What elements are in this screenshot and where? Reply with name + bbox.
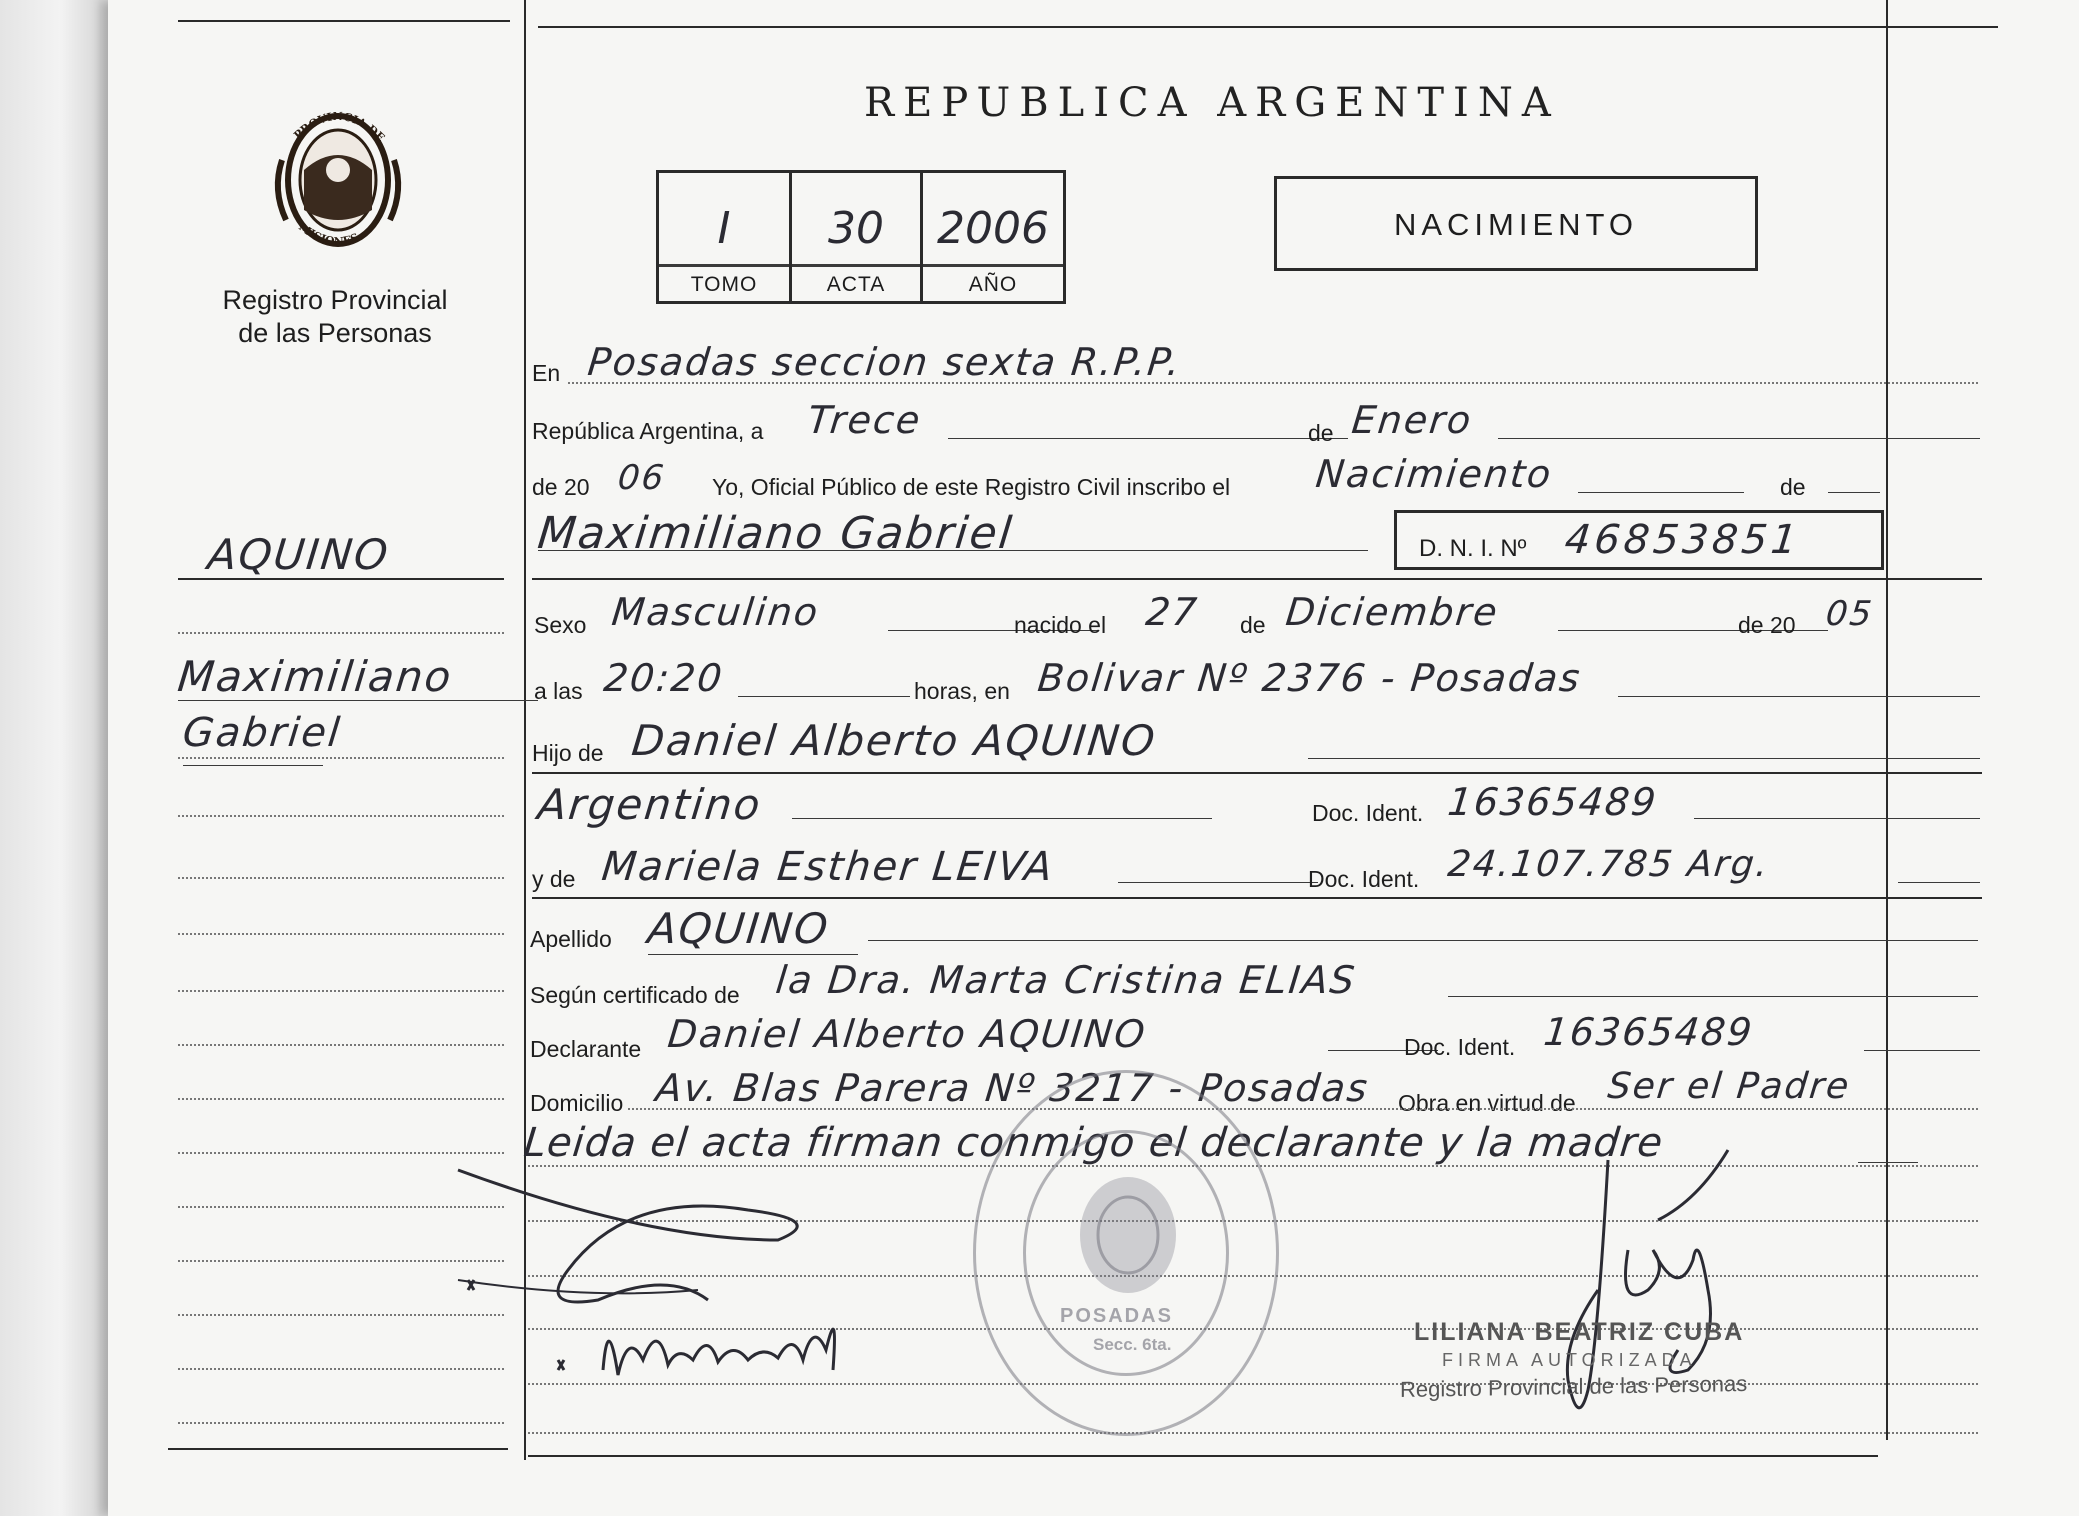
act-type: NACIMIENTO: [1393, 207, 1639, 242]
obra-value: Ser el Padre: [1605, 1066, 1853, 1107]
yde-label: y de: [532, 866, 576, 892]
margin-surname: AQUINO: [205, 530, 392, 579]
mother-doc-label: Doc. Ident.: [1308, 866, 1420, 892]
stamp-city: POSADAS: [1060, 1305, 1173, 1327]
inscribo-value: Nacimiento: [1313, 452, 1555, 496]
apellido-value: AQUINO: [645, 904, 832, 953]
month-value: Enero: [1349, 398, 1475, 442]
dni-label: D. N. I. Nº: [1419, 535, 1527, 562]
mother-doc: 24.107.785 Arg.: [1445, 844, 1772, 885]
acta-value: 30: [828, 203, 884, 254]
time-value: 20:20: [601, 656, 726, 700]
declarante-value: Daniel Alberto AQUINO: [665, 1012, 1149, 1056]
declarante-label: Declarante: [530, 1036, 642, 1062]
svg-text:PROVINCIA DE: PROVINCIA DE: [291, 109, 388, 145]
misiones-seal-icon: [268, 100, 408, 260]
father-name: Daniel Alberto AQUINO: [629, 716, 1159, 765]
dni-value: 46853851: [1562, 517, 1804, 563]
bottom-rule-right: [528, 1455, 1878, 1457]
ano-cell: [920, 173, 1063, 301]
birth-de20-label: de 20: [1738, 612, 1796, 638]
tomo-value: I: [717, 203, 731, 254]
margin-given-name-1: Maximiliano: [175, 652, 456, 701]
tomo-cell: [659, 173, 789, 301]
obra-label: Obra en virtud de: [1398, 1090, 1576, 1116]
father-doc: 16365489: [1445, 780, 1660, 824]
margin-given-name-2: Gabriel: [180, 710, 344, 756]
mother-name: Mariela Esther LEIVA: [599, 844, 1057, 890]
hijo-label: Hijo de: [532, 740, 604, 766]
republica-label: República Argentina, a: [532, 418, 764, 444]
de-label: de: [1308, 420, 1334, 446]
closing-statement: Leida el acta firman conmigo el declarante y la madre: [521, 1120, 1666, 1166]
stamp-coat-of-arms-icon: [1063, 1165, 1193, 1305]
domicilio-value: Av. Blas Parera Nº 3217 - Posadas: [653, 1066, 1372, 1110]
country-title: REPUBLICA ARGENTINA: [864, 80, 1560, 126]
de-end-label: de: [1780, 474, 1806, 500]
official-office: Registro Provincial de las Personas: [1400, 1370, 1748, 1403]
en-label: En: [532, 360, 561, 386]
birth-day: 27: [1143, 590, 1201, 634]
dni-box: [1394, 510, 1884, 570]
segun-label: Según certificado de: [530, 982, 740, 1008]
de20-label: de 20: [532, 474, 590, 500]
nacido-label: nacido el: [1014, 612, 1107, 638]
birth-certificate-page: [108, 0, 2079, 1516]
registry-name-line1: Registro Provincial: [222, 285, 448, 315]
tomo-label: TOMO: [690, 273, 758, 296]
alas-label: a las: [534, 678, 583, 704]
stamp-section: Secc. 6ta.: [1093, 1335, 1172, 1354]
day-value: Trece: [805, 398, 924, 442]
horas-label: horas, en: [914, 678, 1010, 704]
svg-text:MISIONES: MISIONES: [296, 220, 361, 249]
year-value: 06: [615, 458, 668, 498]
official-role: FIRMA AUTORIZADA: [1442, 1350, 1697, 1370]
oficial-text: Yo, Oficial Público de este Registro Civil inscribo el: [712, 474, 1231, 500]
domicilio-label: Domicilio: [530, 1090, 624, 1116]
ano-label: AÑO: [968, 273, 1018, 296]
bottom-rule-left: [168, 1448, 508, 1450]
birth-month: Diciembre: [1283, 590, 1502, 634]
declarante-doc-label: Doc. Ident.: [1404, 1034, 1516, 1060]
sexo-label: Sexo: [534, 612, 587, 638]
apellido-label: Apellido: [530, 926, 612, 952]
top-rule-right: [538, 26, 1998, 28]
acta-cell: [789, 173, 920, 301]
right-border: [1886, 0, 1888, 1440]
declarante-doc: 16365489: [1541, 1010, 1756, 1054]
official-name: LILIANA BEATRIZ CUBA: [1414, 1318, 1745, 1346]
top-rule-left: [178, 20, 510, 22]
birth-year: 05: [1823, 594, 1876, 634]
record-number-box: [656, 170, 1066, 304]
sexo-value: Masculino: [609, 590, 822, 634]
registry-name-line2: de las Personas: [238, 318, 432, 348]
ano-value: 2006: [937, 203, 1049, 254]
father-nationality: Argentino: [535, 780, 765, 829]
acta-label: ACTA: [826, 273, 886, 296]
mother-signature-icon: [548, 1290, 988, 1410]
segun-value: la Dra. Marta Cristina ELIAS: [773, 958, 1359, 1002]
child-name: Maximiliano Gabriel: [535, 508, 1016, 559]
en-value: Posadas seccion sexta R.P.P.: [585, 340, 1184, 384]
father-doc-label: Doc. Ident.: [1312, 800, 1424, 826]
act-type-box: [1274, 176, 1758, 271]
place-value: Bolivar Nº 2376 - Posadas: [1035, 656, 1584, 700]
birth-de-label: de: [1240, 612, 1266, 638]
